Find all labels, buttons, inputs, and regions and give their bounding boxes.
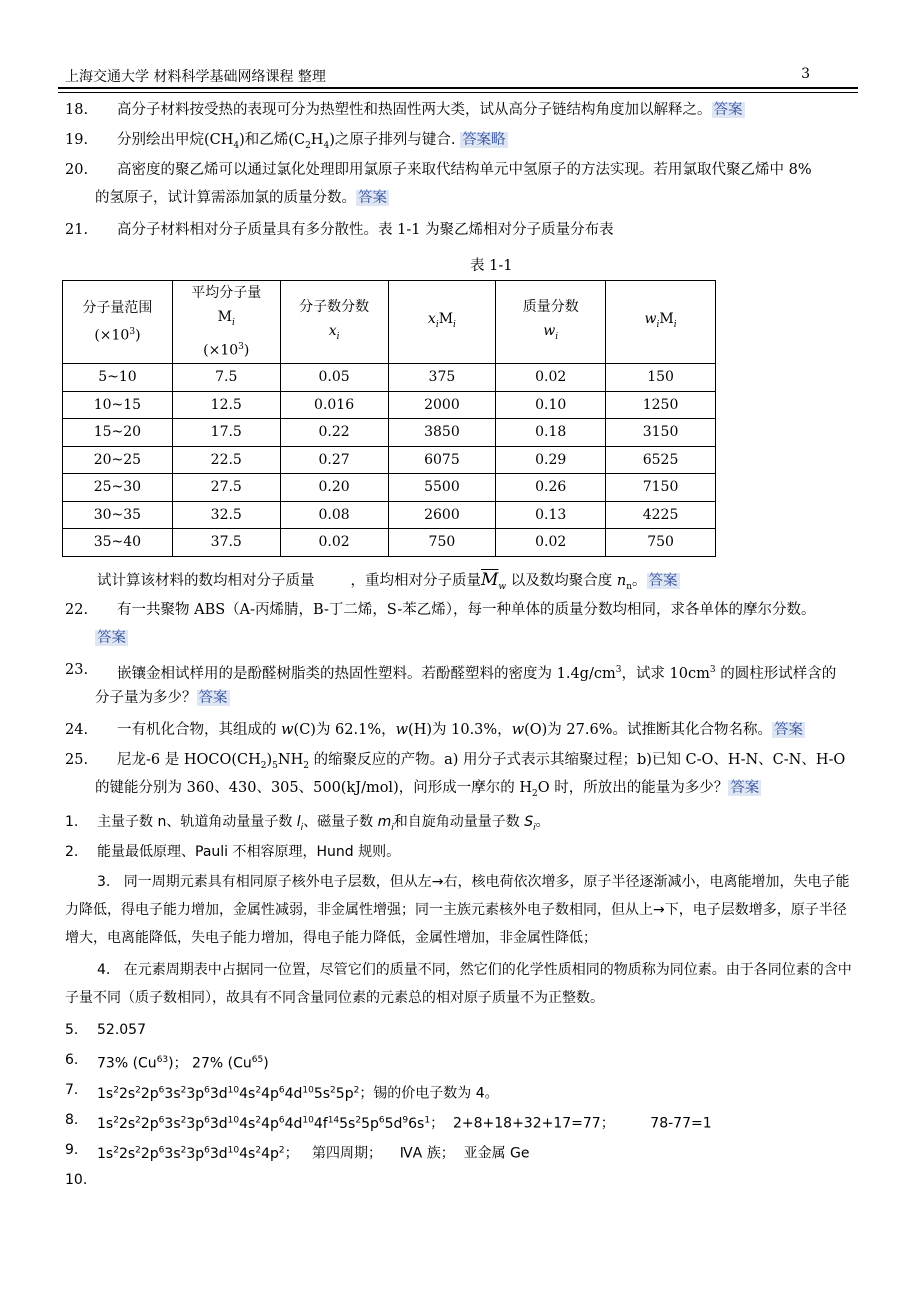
table-row	[63, 501, 716, 529]
question-text-cont: 的氢原子，试计算需添加氯的质量分数。	[95, 190, 356, 206]
header-range: 分子量范围 $(\times 10^3)$	[63, 281, 173, 364]
table-caption: 表 1-1	[470, 258, 513, 274]
table-row	[63, 364, 716, 392]
table-cell: 0.13	[496, 501, 606, 529]
table-header-row	[63, 281, 716, 364]
table-cell: 150	[606, 364, 716, 392]
answer-link[interactable]: 答案	[648, 573, 678, 589]
table-cell: 37.5	[172, 529, 280, 557]
question-text: 高分子材料相对分子质量具有多分散性。表 1-1 为聚乙烯相对分子质量分布表	[117, 222, 614, 238]
question-number: 24.	[65, 722, 89, 738]
table-cell: 2000	[388, 391, 496, 419]
table-cell: 0.10	[496, 391, 606, 419]
header-xm: $x_iM_i$	[388, 281, 496, 364]
header-title: 上海交通大学 材料科学基础网络课程 整理	[65, 69, 326, 85]
header-wm: $w_iM_i$	[606, 281, 716, 364]
question-number: 23.	[65, 662, 89, 678]
electron-config: $1s^22s^22p^63s^23p^63d^{10}4s^24p^64d^{10}5s^25p^2$	[97, 1085, 360, 1102]
question-text: 一有机化合物，其组成的 w(C)为 62.1%，w(H)为 10.3%，w(O)为 27.6%。试推断其化合物名称。 答案	[117, 722, 803, 738]
question-20	[65, 156, 860, 212]
answer-link[interactable]: 答案	[358, 190, 387, 206]
table-cell: 32.5	[172, 501, 280, 529]
table-cell: 5500	[388, 474, 496, 502]
question-text-cont: 分子量为多少？	[95, 690, 197, 706]
question-number: 19.	[65, 132, 89, 148]
answer-link[interactable]: 答案	[97, 630, 126, 646]
table-cell: 30~35	[63, 501, 173, 529]
question-number: 20.	[65, 162, 89, 178]
table-cell: 12.5	[172, 391, 280, 419]
table-cell: 3850	[388, 419, 496, 447]
table-cell: 0.05	[280, 364, 388, 392]
answer-link-brief[interactable]: 答案略	[462, 132, 506, 148]
table-cell: 375	[388, 364, 496, 392]
table-cell: 15~20	[63, 419, 173, 447]
electron-config: $1s^22s^22p^63s^23p^63d^{10}4s^24p^64d^{10}4f^{14}5s^25p^65d^96s^1$	[97, 1115, 431, 1132]
answer-4: 4. 在元素周期表中占据同一位置，尽管它们的质量不同，然它们的化学性质相同的物质称为同位素。由于各同位素的含中子量不同（质子数相同），故具有不同含量同位素的元素总的相对原子质量不为正整数。	[65, 962, 852, 1006]
answer-link[interactable]: 答案	[713, 102, 743, 118]
answer-link[interactable]: 答案	[773, 722, 803, 738]
table-cell: 0.29	[496, 446, 606, 474]
table-cell: 0.02	[496, 529, 606, 557]
header-rule-thin	[58, 92, 858, 93]
table-cell: 4225	[606, 501, 716, 529]
table-cell: 0.016	[280, 391, 388, 419]
document-page: 上海交通大学 材料科学基础网络课程 整理 3 18. 高分子材料按受热的表现可分为热塑性和热固性两大类，试从高分子链结构角度加以解释之。 答案 19. 分别绘出甲烷$(CH_4)$和乙烯$(C_2H_4)$之原子排列与键合. 答案略 20. 高密度的聚乙烯可以通过氯化处理即用氯原子来取代结构单元中氢原子的方法实现。若用氯取代聚乙烯中 8% 的氢原子，试计算需添加氯的质量分数。 答案 21. 高分子材料相对分子质量具有多分散性。表 1-1 为聚乙烯相对分子质量分布表 表 1-1 分子量范围 $(\times 10^3)$ 平均分子量 $M_i$ $(\times 10^3)$ 分子数分数 $x_i$ $x_iM_i$ 质量分数 $w_i$ $w_iM_i$ 5~10 7.5 0.05 375 0.02 150 10~15 12.5 0.016 2000 0.10 1250 15~20 17.5 0.22 3850 0.18 3150 20~25 22.5 0.27 6075 0.29 6525 25~30 27.5 0.20 5500 0.26 7150 30~35 32.5 0.08 2600 0.13 4225 35~40 37.5 0.02 750 0.02 750 试计算该材料的数均相对分子质量 ，重均相对分子质量$\overline{M}_w$ 以及数均聚合度 $n_n$。 答案 22. 有一共聚物 ABS（A-丙烯腈，B-丁二烯，S-苯乙烯），每一种单体的质量分数均相同，求各单体的摩尔分数。 答案 23. 嵌镶金相试样用的是酚醛树脂类的热固性塑料。若酚醛塑料的密度为 $1.4g/cm^3$，试求 $10cm^3$ 的圆柱形试样含的 分子量为多少？ 答案 24. 一有机化合物，其组成的 w(C)为 62.1%，w(H)为 10.3%，w(O)为 27.6%。试推断其化合物名称。 答案 25. 尼龙-6 是 $HOCO(CH_2)_5NH_2$ 的缩聚反应的产物。a) 用分子式表示其缩聚过程；b)已知 C-O、H-N、C-N、H-O 的键能分别为 360、430、305、500(kJ/mol)，问形成一摩尔的 $H_2O$ 时，所放出的能量为多少？ 答案 1. 主量子数 n、轨道角动量量子数 $l_i$、磁量子数 $m_i$和自旋角动量量子数 $S_i$。 2. 能量最低原理、Pauli 不相容原理，Hund 规则。 3. 同一周期元素具有相同原子核外电子层数，但从左→右，核电荷依次增多，原子半径逐渐减小，电离能增加，失电子能力降低，得电子能力增加，金属性减弱，非金属性增强；同一主族元素核外电子数相同，但从上→下，电子层数增多，原子半径增大，电离能降低，失电子能力增加，得电子能力降低，金属性增加，非金属性降低； 4. 在元素周期表中占据同一位置，尽管它们的质量不同，然它们的化学性质相同的物质称为同位素。由于各同位素的含中子量不同（质子数相同），故具有不同含量同位素的元素总的相对原子质量不为正整数。 5. 52.057 6. 73% (Cu$^{63}$)； 27% (Cu$^{65}$) 7. $1s^22s^22p^63s^23p^63d^{10}4s^24p^64d^{10}5s^25p^2$；锡的价电子数为 4。 8. $1s^22s^22p^63s^23p^63d^{10}4s^24p^64d^{10}4f^{14}5s^25p^65d^96s^1$； 2+8+18+32+17=77； 78-77=1 9. $1s^22s^22p^63s^23p^63d^{10}4s^24p^2$； 第四周期； ⅣA 族； 亚金属 Ge 10.	[0, 0, 920, 1302]
question-text: 嵌镶金相试样用的是酚醛树脂类的热固性塑料。若酚醛塑料的密度为 $1.4g/cm^3$，试求 $10cm^3$ 的圆柱形试样含的	[117, 665, 837, 682]
question-number: 18.	[65, 102, 89, 118]
table-cell: 6075	[388, 446, 496, 474]
question-text: 高分子材料按受热的表现可分为热塑性和热固性两大类，试从高分子链结构角度加以解释之。	[117, 102, 712, 118]
question-text: 尼龙-6 是 $HOCO(CH_2)_5NH_2$ 的缩聚反应的产物。a) 用分子式表示其缩聚过程；b)已知 C-O、H-N、C-N、H-O	[117, 752, 846, 771]
electron-config: $1s^22s^22p^63s^23p^63d^{10}4s^24p^2$	[97, 1145, 285, 1162]
table-row	[63, 419, 716, 447]
question-text: 高密度的聚乙烯可以通过氯化处理即用氯原子来取代结构单元中氢原子的方法实现。若用氯取代聚乙烯中 8%	[117, 162, 812, 178]
header-rule-thick	[58, 87, 858, 89]
mw-symbol: $\overline{M}$	[481, 570, 499, 590]
distribution-table	[62, 280, 716, 557]
answer-link[interactable]: 答案	[198, 690, 228, 706]
table-cell: 20~25	[63, 446, 173, 474]
table-cell: 5~10	[63, 364, 173, 392]
table-cell: 0.20	[280, 474, 388, 502]
header-number-fraction: 分子数分数 $x_i$	[280, 281, 388, 364]
table-row	[63, 391, 716, 419]
table-cell: 0.26	[496, 474, 606, 502]
header-avg-mass: 平均分子量 $M_i$ $(\times 10^3)$	[172, 281, 280, 364]
table-cell: 1250	[606, 391, 716, 419]
table-cell: 6525	[606, 446, 716, 474]
question-22	[65, 596, 860, 652]
question-number: 25.	[65, 752, 89, 768]
table-cell: 0.02	[280, 529, 388, 557]
question-number: 22.	[65, 602, 89, 618]
table-row	[63, 446, 716, 474]
table-cell: 0.08	[280, 501, 388, 529]
page-number: 3	[801, 66, 810, 82]
question-23	[65, 656, 860, 712]
table-cell: 10~15	[63, 391, 173, 419]
question-25: 25. 尼龙-6 是 $HOCO(CH_2)_5NH_2$ 的缩聚反应的产物。a) 用分子式表示其缩聚过程；b)已知 C-O、H-N、C-N、H-O 的键能分别为 360、430、305、500(kJ/mol)，问形成一摩尔的 $H_2O$ 时，所放出的能量为多少？ 答案	[65, 746, 860, 802]
table-cell: 2600	[388, 501, 496, 529]
question-text: 分别绘出甲烷$(CH_4)$和乙烯$(C_2H_4)$之原子排列与键合. 答案略	[117, 132, 506, 151]
table-cell: 7150	[606, 474, 716, 502]
answer-link[interactable]: 答案	[730, 780, 760, 796]
question-text: 有一共聚物 ABS（A-丙烯腈，B-丁二烯，S-苯乙烯），每一种单体的质量分数均相同，求各单体的摩尔分数。	[117, 602, 816, 618]
header-mass-fraction: 质量分数 $w_i$	[496, 281, 606, 364]
table-cell: 0.02	[496, 364, 606, 392]
question-number: 21.	[65, 222, 89, 238]
table-cell: 7.5	[172, 364, 280, 392]
table-cell: 27.5	[172, 474, 280, 502]
table-cell: 22.5	[172, 446, 280, 474]
table-cell: 0.27	[280, 446, 388, 474]
table-cell: 17.5	[172, 419, 280, 447]
table-cell: 35~40	[63, 529, 173, 557]
table-cell: 750	[606, 529, 716, 557]
page-header	[65, 66, 860, 88]
table-cell: 750	[388, 529, 496, 557]
table-row	[63, 474, 716, 502]
table-cell: 0.18	[496, 419, 606, 447]
answer-3: 3. 同一周期元素具有相同原子核外电子层数，但从左→右，核电荷依次增多，原子半径逐渐减小，电离能增加，失电子能力降低，得电子能力增加，金属性减弱，非金属性增强；同一主族元素核外电子数相同，但从上→下，电子层数增多，原子半径增大，电离能降低，失电子能力增加，得电子能力降低，金属性增加，非金属性降低；	[65, 874, 850, 946]
table-cell: 25~30	[63, 474, 173, 502]
table-cell: 3150	[606, 419, 716, 447]
table-row	[63, 529, 716, 557]
table-cell: 0.22	[280, 419, 388, 447]
